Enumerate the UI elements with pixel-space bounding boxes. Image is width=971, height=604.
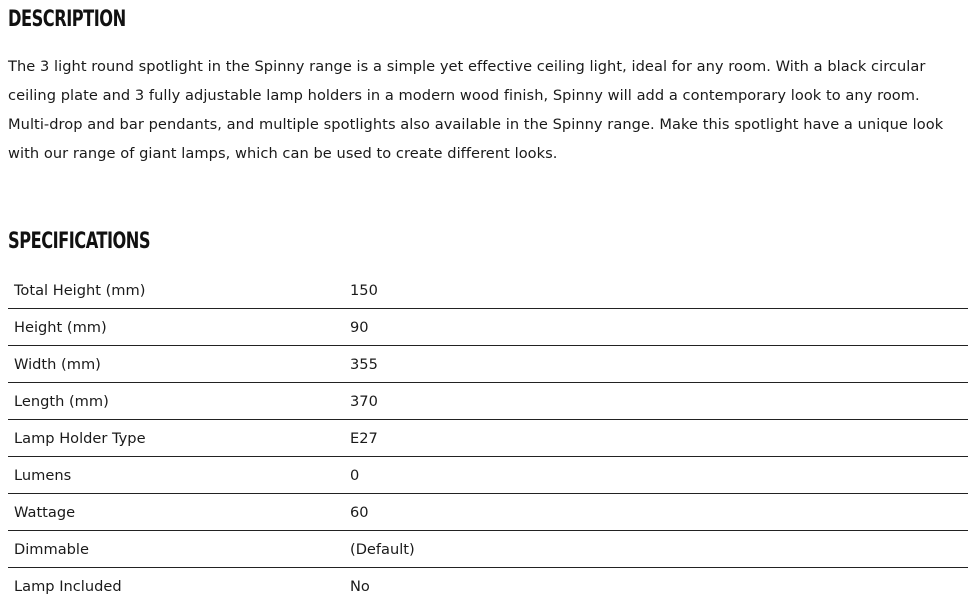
spec-value: E27 (344, 420, 968, 457)
spec-value: 150 (344, 272, 968, 309)
spec-row-lamp-included (8, 568, 968, 604)
specifications-heading: SPECIFICATIONS (8, 229, 151, 254)
specifications-table (8, 272, 968, 604)
spec-label: Lamp Holder Type (8, 420, 344, 457)
spec-label: Height (mm) (8, 309, 344, 346)
spec-value: 370 (344, 383, 968, 420)
spec-value: (Default) (344, 531, 968, 568)
spec-row-lamp-holder-type (8, 420, 968, 457)
spec-value: 355 (344, 346, 968, 383)
spec-label: Dimmable (8, 531, 344, 568)
spec-label: Wattage (8, 494, 344, 531)
spec-label: Width (mm) (8, 346, 344, 383)
spec-row-lumens (8, 457, 968, 494)
spec-row-width (8, 346, 968, 383)
spec-row-length (8, 383, 968, 420)
description-heading: DESCRIPTION (8, 7, 126, 32)
spec-value: 0 (344, 457, 968, 494)
spec-row-wattage (8, 494, 968, 531)
spec-value: No (350, 577, 370, 595)
spec-row-dimmable (8, 531, 968, 568)
spec-row-total-height (8, 272, 968, 309)
spec-value: 60 (344, 494, 968, 531)
spec-label: Length (mm) (8, 383, 344, 420)
spec-value: 90 (344, 309, 968, 346)
spec-label: Lamp Included (14, 577, 122, 595)
description-text: The 3 light round spotlight in the Spinny range is a simple yet effective ceiling light, ideal for any room. With a black circular ceiling plate and 3 fully adjustable lamp holders in a modern wood finish, Spinny will add a contemporary look to any room. Multi-drop and bar pendants, and multiple spotlights also available in the Spinny range. Make this spotlight have a unique look with our range of giant lamps, which can be used to create different looks. (8, 58, 944, 162)
spec-row-height (8, 309, 968, 346)
spec-label: Total Height (mm) (8, 272, 344, 309)
spec-label: Lumens (8, 457, 344, 494)
